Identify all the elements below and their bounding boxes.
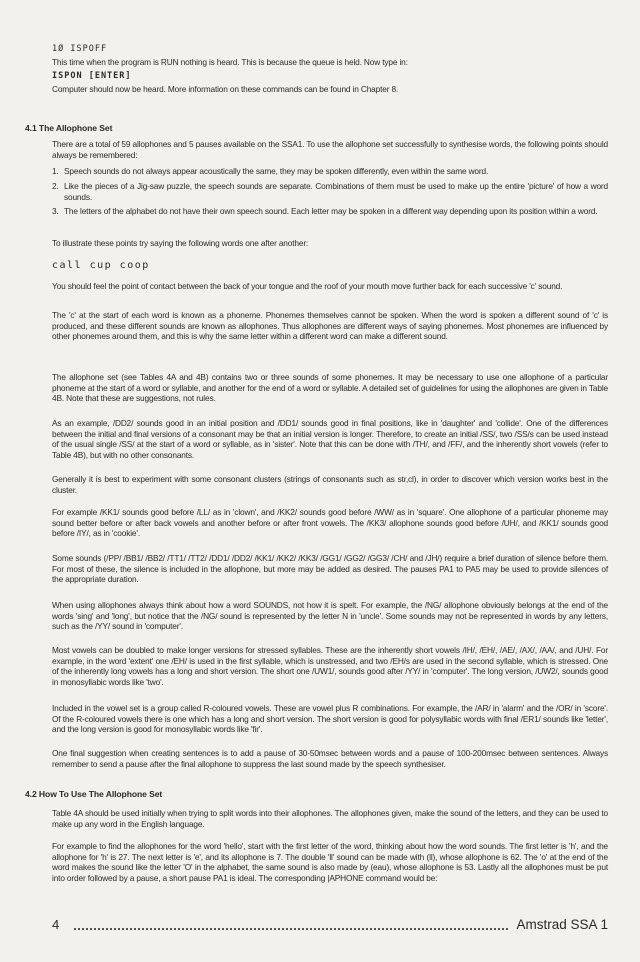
section-heading-how-to-use: 4.2 How To Use The Allophone Set	[25, 789, 163, 799]
paragraph: Table 4A should be used initially when trying to split words into their allophones. The allophones given, make the sound of the letters, and they can be used to make up any word in the English language.	[52, 808, 608, 829]
paragraph: Generally it is best to experiment with some consonant clusters (strings of consonants such as str,cl), in order to discover which version works best in the cluster.	[52, 474, 608, 495]
code-ispon: ISPON [ENTER]	[52, 71, 132, 81]
list-item	[52, 206, 608, 217]
intro-line-1: This time when the program is RUN nothing is heard. This is because the queue is held. Now type in:	[52, 57, 408, 67]
paragraph: When using allophones always think about how a word SOUNDS, not how it is spelt. For example, the /NG/ allophone obviously belongs at the end of the words 'sing' and 'long', but notice that the /NG/ sound is represented by the letter N in 'uncle'. Some sounds may not be represented in words by any letters, such as the /YY/ sound in 'computer'.	[52, 600, 608, 632]
paragraph: As an example, /DD2/ sounds good in an initial position and /DD1/ sounds good in final positions, like in 'daughter' and 'collide'. One of the differences between the initial and final versions of a consonant may be that an initial version is longer. Therefore, to create an initial /SS/, two /SS/s can be used instead of the usual single /SS/ at the start of a word or syllable, as in 'sister'. Note that this can be done with /TH/, and /FF/, and the inherently short vowels (refer to Table 4B), but with no other consonants.	[52, 418, 608, 460]
list-item	[52, 166, 608, 177]
intro-line-2: Computer should now be heard. More information on these commands can be found in Chapter 8.	[52, 84, 399, 94]
paragraph: The allophone set (see Tables 4A and 4B) contains two or three sounds of some phonemes. It may be necessary to use one allophone of a particular phoneme at the start of a word or syllable, and another for the end of a word or syllable. A detailed set of guidelines for using the allophones are given in Table 4B. Note that these are suggestions, not rules.	[52, 372, 608, 404]
list-text: Like the pieces of a Jig-saw puzzle, the speech sounds are separate. Combinations of them must be used to make up the entire 'picture' of how a word sounds.	[64, 181, 608, 202]
list-text: The letters of the alphabet do not have their own speech sound. Each letter may be spoken in a different way depending upon its position within a word.	[64, 206, 598, 216]
footer-title: Amstrad SSA 1	[516, 917, 608, 932]
list-number: 1.	[52, 166, 59, 176]
paragraph: There are a total of 59 allophones and 5 pauses available on the SSA1. To use the allophone set successfully to synthesise words, the following points should always be remembered:	[52, 139, 608, 160]
list-text: Speech sounds do not always appear acoustically the same, they may be spoken differently, even within the same word.	[64, 166, 489, 176]
paragraph: For example to find the allophones for the word 'hello', start with the first letter of the word, thinking about how the word sounds. The first letter is 'h', and the allophone for 'h' is 27. The next letter is 'e', and its allophone is 7. The double 'll' sound can be made with (ll), whose allophone is 62. The 'o' at the end of the word makes the sound like the letter 'O' in the alphabet, the same sound is also made by (eau), whose allophone is 53. Lastly all the allophones must be put into order followed by a pause, a short pause PA1 is ideal. The corresponding |APHONE command would be:	[52, 841, 608, 883]
list-number: 2.	[52, 181, 59, 191]
paragraph: For example /KK1/ sounds good before /LL/ as in 'clown', and /KK2/ sounds good before /WW/ as in 'square'. One allophone of a particular phoneme may sound better before or after back vowels and another before or after front vowels. The /KK3/ allophone sounds good before /UH/, and /KK1/ sounds good before /IY/, as in 'cookie'.	[52, 507, 608, 539]
code-ispoff: 1Ø ISPOFF	[52, 44, 108, 54]
paragraph: Most vowels can be doubled to make longer versions for stressed syllables. These are the inherently short vowels /IH/, /EH/, /AE/, /AX/, /AA/, and /UH/. For example, in the word 'extent' one /EH/ is used in the first syllable, which is unstressed, and two /EH/s are used in the second syllable, which is stressed. One of the inherently long vowels has a long and short version. The short one /UW1/, sounds good after /YY/ in 'computer'. The long version, /UW2/, sounds good in monosyllabic words like 'two'.	[52, 645, 608, 687]
paragraph: You should feel the point of contact between the back of your tongue and the roof of your mouth move further back for each successive 'c' sound.	[52, 281, 563, 291]
paragraph: Some sounds (/PP/ /BB1/ /BB2/ /TT1/ /TT2/ /DD1/ /DD2/ /KK1/ /KK2/ /KK3/ /GG1/ /GG2/ /GG3/ /CH/ and /JH/) require a brief duration of silence before them. For most of these, the silence is included in the allophone, but more may be added as desired. The pauses PA1 to PA5 may be used to provide silences of the appropriate duration.	[52, 553, 608, 585]
paragraph: To illustrate these points try saying the following words one after another:	[52, 238, 309, 248]
paragraph: One final suggestion when creating sentences is to add a pause of 30-50msec between words and a pause of 100-200msec between sentences. Always remember to send a pause after the final allophone to suppress the last sound made by the speech synthesiser.	[52, 748, 608, 769]
page-number: 4	[52, 917, 60, 932]
leader-dots	[74, 928, 508, 930]
paragraph: Included in the vowel set is a group called R-coloured vowels. These are vowel plus R combinations. For example, the /AR/ in 'alarm' and the /OR/ in 'score'. Of the R-coloured vowels there is one which has a long and short version. The short version is good for polysyllabic words with final /ER1/ sounds like 'letter', and the long version is good for monosyllabic words like 'fir'.	[52, 703, 608, 735]
code-call-cup-coop: call cup coop	[52, 260, 150, 271]
list-item	[52, 181, 608, 202]
paragraph: The 'c' at the start of each word is known as a phoneme. Phonemes themselves cannot be spoken. When the word is spoken a different sound of 'c' is produced, and these different sounds are known as allophones. Thus allophones are different ways of saying phonemes. Most phonemes are influenced by other phonemes around them, and this is why the same letter within a different word can make a different sound.	[52, 310, 608, 342]
list-number: 3.	[52, 206, 59, 216]
section-heading-allophone-set: 4.1 The Allophone Set	[25, 123, 113, 133]
page-footer	[52, 916, 608, 936]
